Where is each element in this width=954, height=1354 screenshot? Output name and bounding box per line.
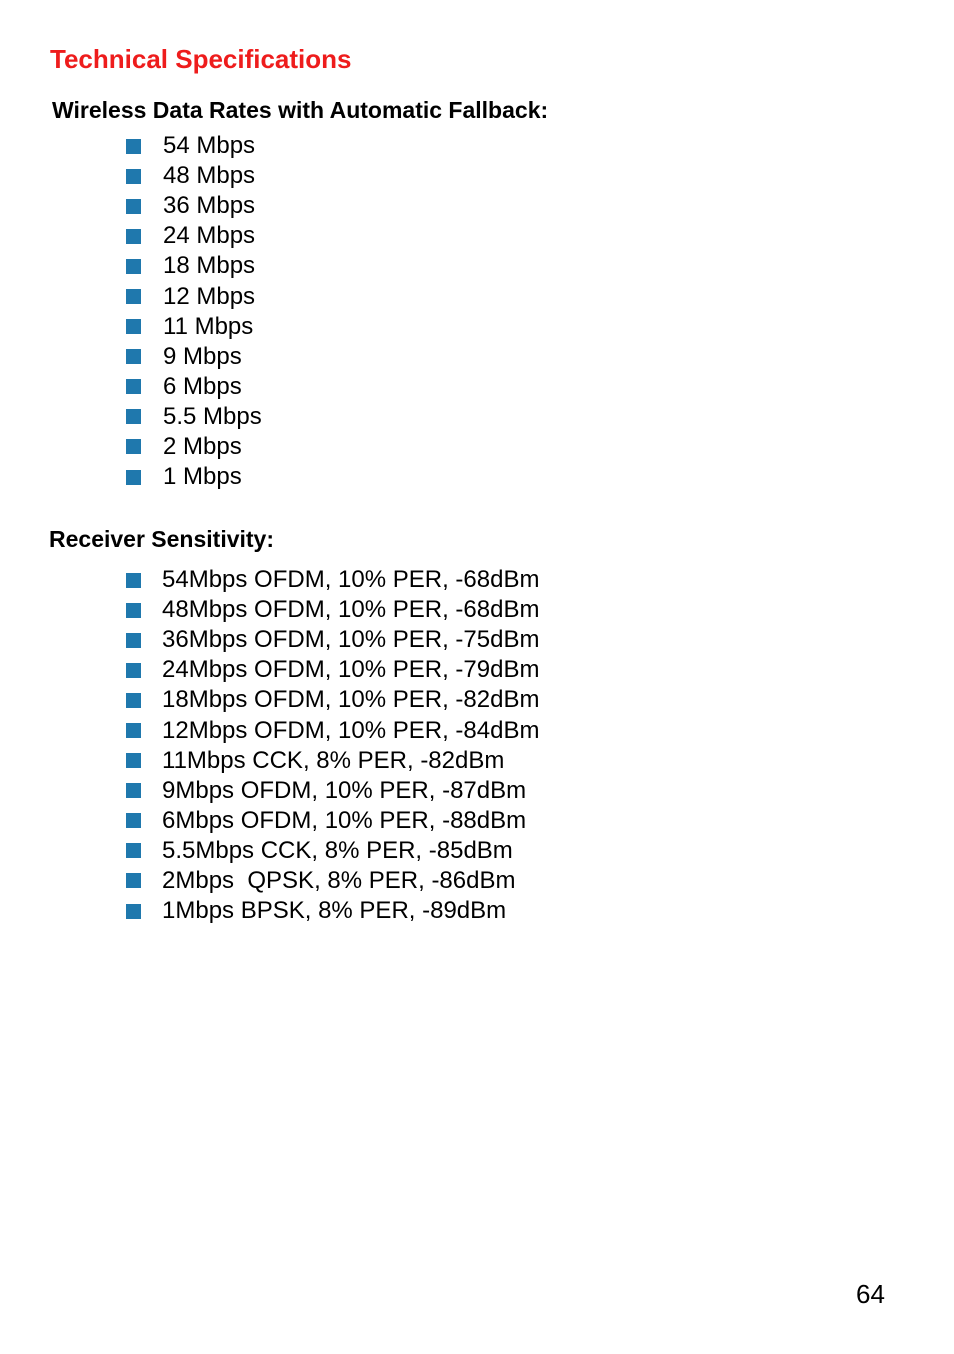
sensitivity-item (126, 806, 539, 836)
sensitivity-item-text: 9Mbps OFDM, 10% PER, -87dBm (162, 776, 527, 804)
data-rate-item-text: 36 Mbps (163, 192, 256, 220)
page-number: 64 (856, 1279, 885, 1309)
square-bullet-icon (126, 633, 141, 648)
square-bullet-icon (126, 229, 141, 244)
square-bullet-icon (126, 289, 141, 304)
wireless-rates-list (126, 131, 262, 492)
sensitivity-item (126, 655, 539, 685)
sensitivity-item (126, 685, 539, 715)
data-rate-item (126, 372, 262, 402)
sensitivity-item-text: 1Mbps BPSK, 8% PER, -89dBm (162, 897, 507, 925)
sensitivity-item (126, 836, 539, 866)
data-rate-item (126, 312, 262, 342)
square-bullet-icon (126, 139, 141, 154)
data-rate-item (126, 462, 262, 492)
square-bullet-icon (126, 783, 141, 798)
data-rate-item-text: 1 Mbps (163, 463, 242, 491)
sensitivity-item (126, 715, 539, 745)
square-bullet-icon (126, 259, 141, 274)
sensitivity-item (126, 776, 539, 806)
receiver-sensitivity-list (126, 565, 539, 926)
square-bullet-icon (126, 843, 141, 858)
sensitivity-item-text: 24Mbps OFDM, 10% PER, -79dBm (162, 656, 540, 684)
wireless-rates-heading: Wireless Data Rates with Automatic Fallback: (52, 97, 549, 123)
sensitivity-item-text: 11Mbps CCK, 8% PER, -82dBm (162, 746, 505, 774)
square-bullet-icon (126, 379, 141, 394)
square-bullet-icon (126, 813, 141, 828)
page-title: Technical Specifications (50, 44, 352, 74)
data-rate-item-text: 2 Mbps (163, 432, 242, 460)
square-bullet-icon (126, 753, 141, 768)
sensitivity-item-text: 36Mbps OFDM, 10% PER, -75dBm (162, 626, 540, 654)
sensitivity-item (126, 896, 539, 926)
data-rate-item-text: 11 Mbps (163, 312, 254, 340)
data-rate-item-text: 24 Mbps (163, 222, 256, 250)
data-rate-item (126, 251, 262, 281)
sensitivity-item (126, 595, 539, 625)
data-rate-item (126, 221, 262, 251)
square-bullet-icon (126, 723, 141, 738)
sensitivity-item (126, 866, 539, 896)
sensitivity-item (126, 746, 539, 776)
data-rate-item (126, 402, 262, 432)
square-bullet-icon (126, 693, 141, 708)
data-rate-item (126, 191, 262, 221)
square-bullet-icon (126, 873, 141, 888)
sensitivity-item-text: 48Mbps OFDM, 10% PER, -68dBm (162, 596, 540, 624)
data-rate-item (126, 432, 262, 462)
receiver-sensitivity-heading: Receiver Sensitivity: (49, 526, 275, 552)
data-rate-item-text: 6 Mbps (163, 372, 242, 400)
square-bullet-icon (126, 603, 141, 618)
data-rate-item-text: 12 Mbps (163, 282, 256, 310)
square-bullet-icon (126, 470, 141, 485)
square-bullet-icon (126, 904, 141, 919)
data-rate-item (126, 342, 262, 372)
square-bullet-icon (126, 349, 141, 364)
sensitivity-item-text: 6Mbps OFDM, 10% PER, -88dBm (162, 806, 527, 834)
square-bullet-icon (126, 409, 141, 424)
sensitivity-item-text: 54Mbps OFDM, 10% PER, -68dBm (162, 566, 540, 594)
data-rate-item-text: 48 Mbps (163, 162, 256, 190)
square-bullet-icon (126, 573, 141, 588)
square-bullet-icon (126, 319, 141, 334)
square-bullet-icon (126, 439, 141, 454)
square-bullet-icon (126, 663, 141, 678)
data-rate-item-text: 54 Mbps (163, 132, 256, 160)
data-rate-item-text: 5.5 Mbps (163, 402, 262, 430)
square-bullet-icon (126, 199, 141, 214)
data-rate-item (126, 281, 262, 311)
sensitivity-item-text: 5.5Mbps CCK, 8% PER, -85dBm (162, 836, 513, 864)
sensitivity-item (126, 625, 539, 655)
data-rate-item-text: 9 Mbps (163, 342, 242, 370)
data-rate-item (126, 161, 262, 191)
data-rate-item-text: 18 Mbps (163, 252, 256, 280)
sensitivity-item-text: 12Mbps OFDM, 10% PER, -84dBm (162, 716, 540, 744)
sensitivity-item-text: 2Mbps QPSK, 8% PER, -86dBm (162, 866, 516, 894)
data-rate-item (126, 131, 262, 161)
sensitivity-item-text: 18Mbps OFDM, 10% PER, -82dBm (162, 686, 540, 714)
square-bullet-icon (126, 169, 141, 184)
sensitivity-item (126, 565, 539, 595)
